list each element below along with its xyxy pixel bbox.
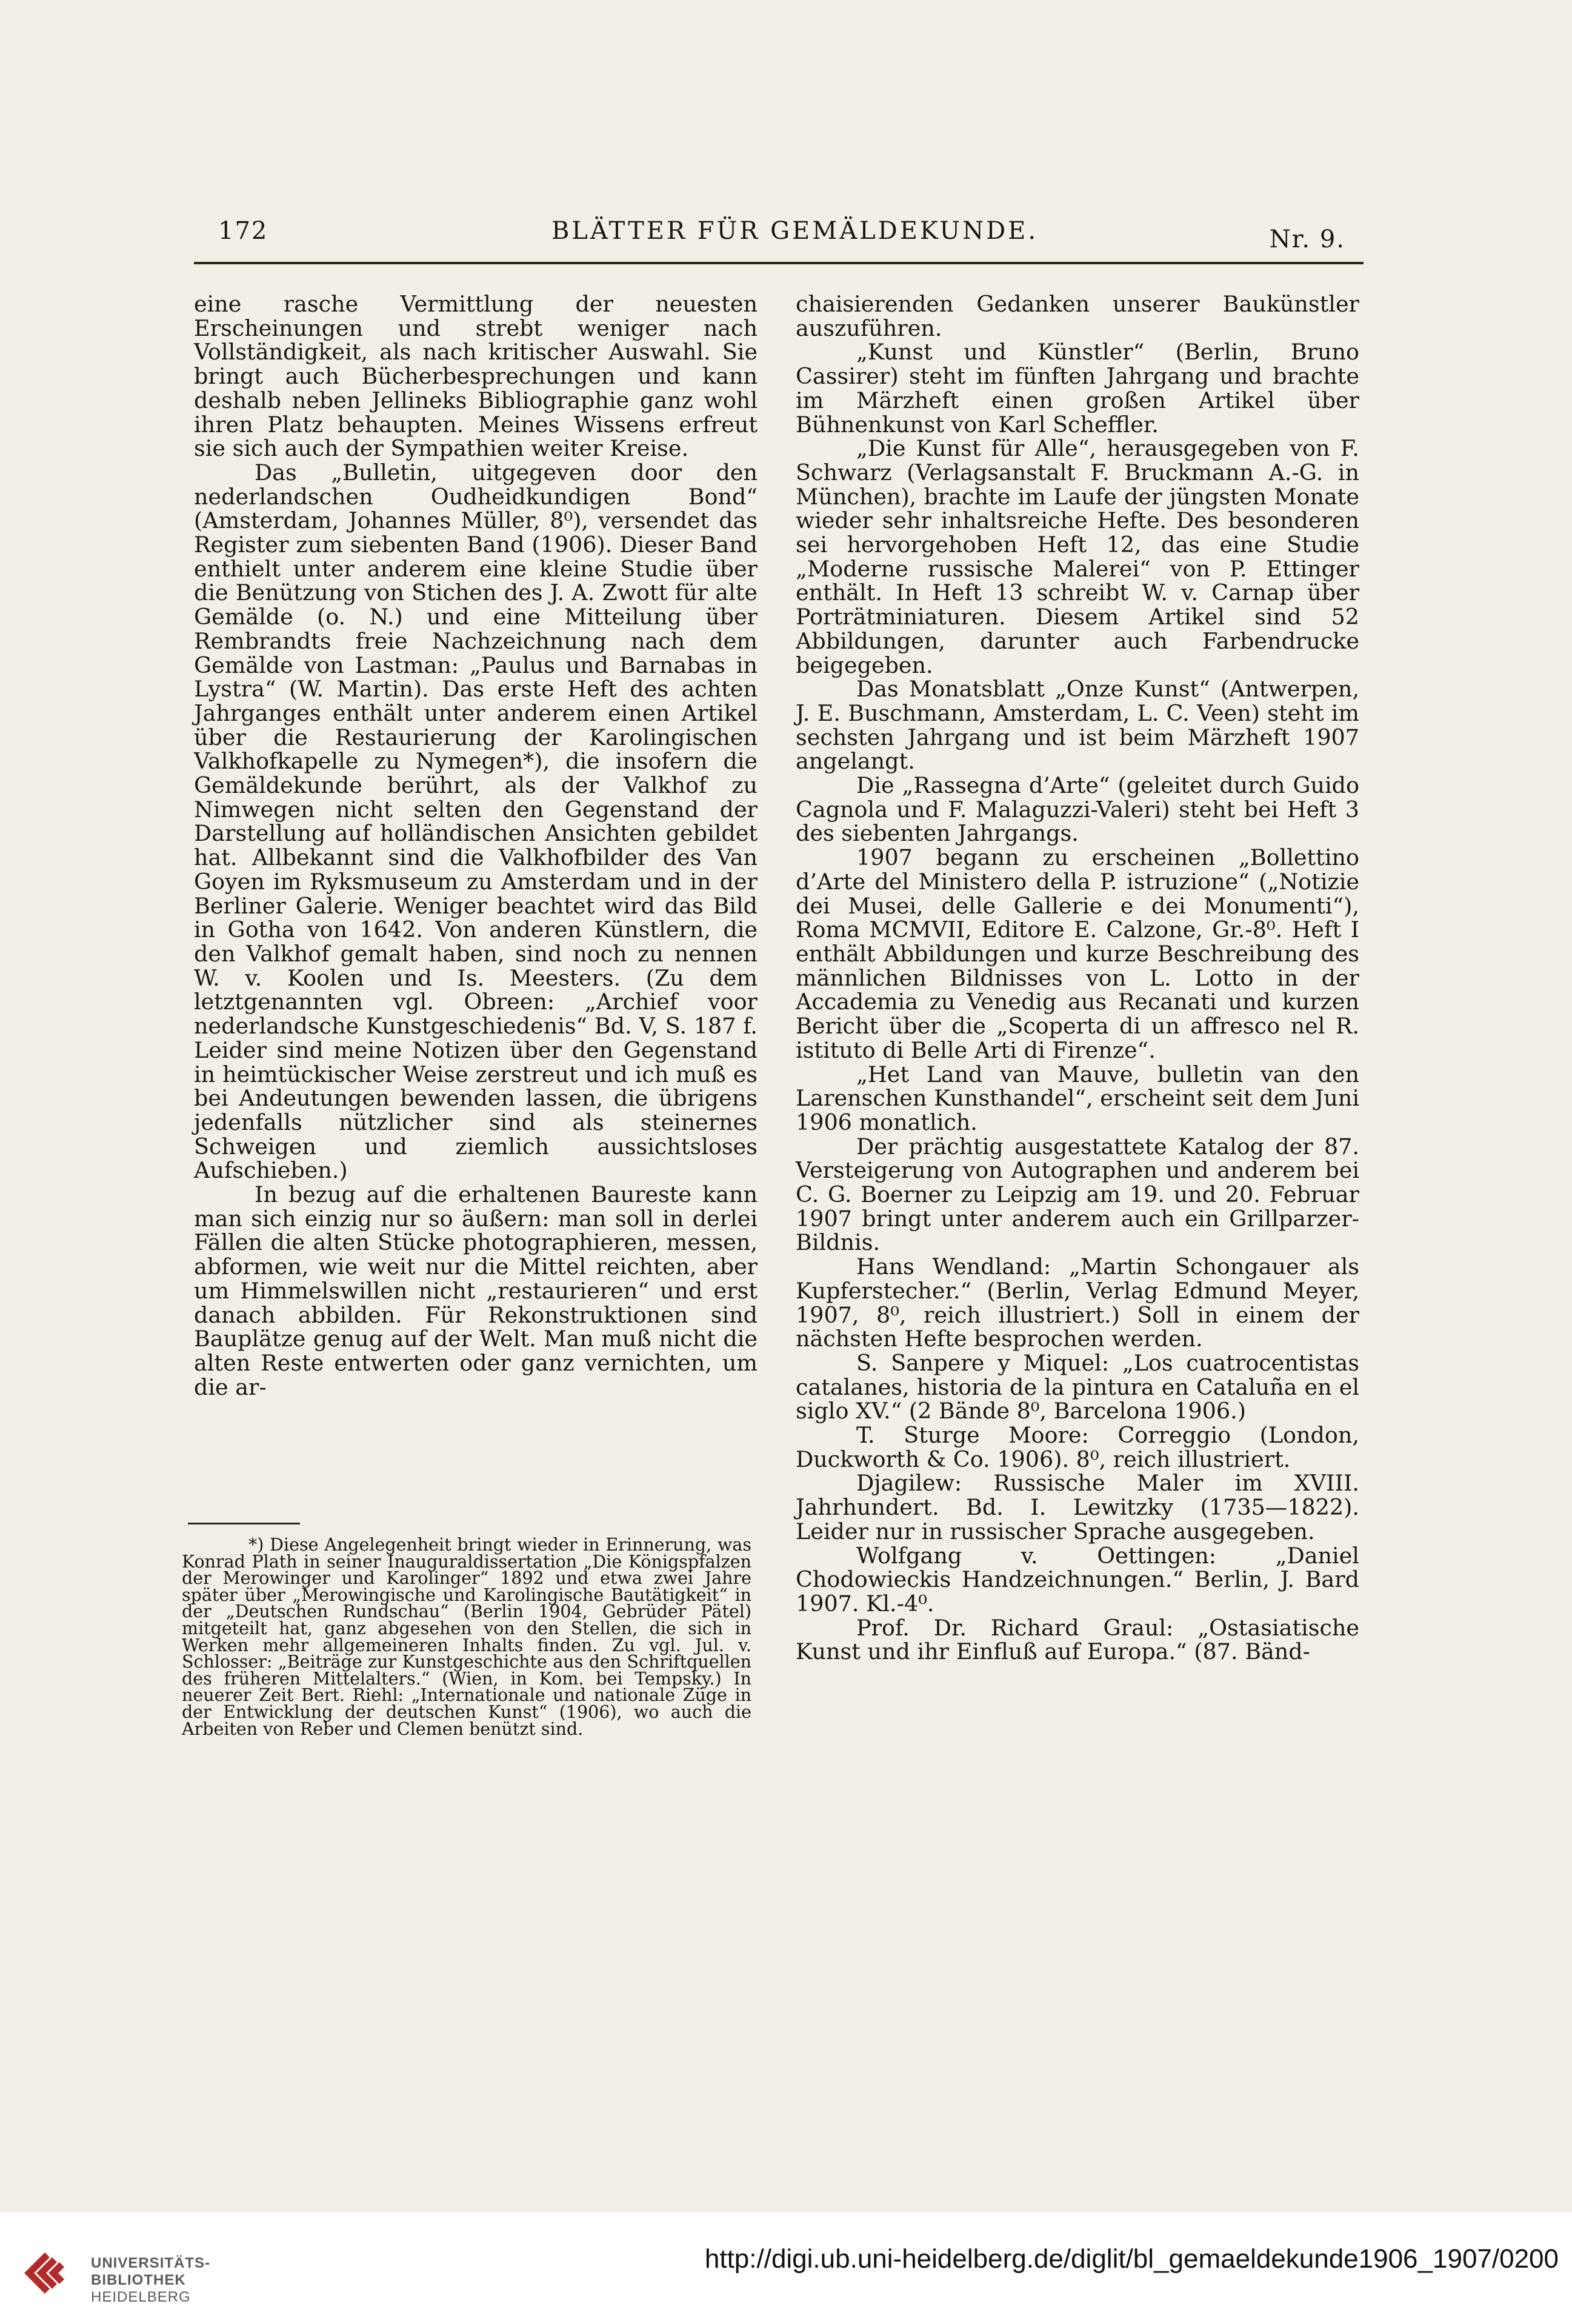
paragraph: eine rasche Vermittlung der neuesten Erscheinungen und strebt weniger nach Vollständigkeit, als nach kritischer Auswahl. Sie bringt auch Bücherbesprechungen und kann deshalb neben Jellineks Bibliographie ganz wohl ihren Platz behaupten. Meines Wissens erfreut sie sich auch der Sympathien weiter Kreise. [194, 291, 758, 462]
library-name [91, 2255, 210, 2306]
page-number: 172 [218, 217, 268, 245]
journal-title: BLÄTTER FÜR GEMÄLDEKUNDE. [551, 217, 1039, 245]
issue-number: Nr. 9. [1269, 225, 1345, 253]
library-name-line1: UNIVERSITÄTS- [91, 2255, 211, 2271]
permalink-url[interactable]: http://digi.ub.uni-heidelberg.de/diglit/bl_gemaeldekunde1906_1907/0200 [704, 2244, 1559, 2274]
paragraph: Hans Wendland: „Martin Schongauer als Kupferstecher.“ (Berlin, Verlag Edmund Meyer, 1907, 8⁰, reich illustriert.) Soll in einem der nächsten Hefte besprochen werden. [796, 1254, 1359, 1352]
paragraph: Wolfgang v. Oettingen: „Daniel Chodowieckis Handzeichnungen.“ Berlin, J. Bard 1907. Kl.-4⁰. [796, 1542, 1359, 1617]
paragraph: chaisierenden Gedanken unserer Baukünstler auszuführen. [796, 291, 1359, 341]
paragraph: T. Sturge Moore: Correggio (London, Duckworth & Co. 1906). 8⁰, reich illustriert. [796, 1422, 1359, 1472]
paragraph: S. Sanpere y Miquel: „Los cuatrocentistas catalanes, historia de la pintura en Cataluña en el siglo XV.“ (2 Bände 8⁰, Barcelona 1906.) [796, 1349, 1359, 1424]
paragraph: Die „Rassegna d’Arte“ (geleitet durch Guido Cagnola und F. Malaguzzi-Valeri) steht bei Heft 3 des siebenten Jahrgangs. [796, 772, 1359, 847]
paragraph: In bezug auf die erhaltenen Baureste kann man sich einzig nur so äußern: man soll in derlei Fällen die alten Stücke photographieren, messen, abformen, wie weit nur die Mittel reichten, aber um Himmelswillen nicht „restaurieren“ und erst danach abbilden. Für Rekonstruktionen sind Bauplätze genug auf der Welt. Man muß nicht die alten Reste entwerten oder ganz vernichten, um die ar- [194, 1181, 758, 1400]
paragraph: „Kunst und Künstler“ (Berlin, Bruno Cassirer) steht im fünften Jahrgang und brachte im Märzheft einen großen Artikel über Bühnenkunst von Karl Scheffler. [796, 339, 1359, 438]
paragraph: „Het Land van Mauve, bulletin van den Larenschen Kunsthandel“, erscheint seit dem Juni 1906 monatlich. [796, 1061, 1359, 1135]
right-column [796, 292, 1359, 1664]
footer-bar [0, 2212, 1572, 2324]
footnote-text: *) Diese Angelegenheit bringt wieder in Erinnerung, was Konrad Plath in seiner Inauguraldissertation „Die Königspfalzen der Merowinger und Karolinger“ 1892 und etwa zwei Jahre später über „Merowingische und Karolingische Bautätigkeit“ in der „Deutschen Rundschau“ (Berlin 1904, Gebrüder Pätel) mitgeteilt hat, ganz abgesehen von den Stellen, die sich in Werken mehr allgemeineren Inhalts finden. Zu vgl. Jul. v. Schlosser: „Beiträge zur Kunstgeschichte aus den Schriftquellen des früheren Mittelalters.“ (Wien, in Kom. bei Tempsky.) In neuerer Zeit Bert. Riehl: „Internationale und nationale Züge in der Entwicklung der deutschen Kunst“ (1906), wo auch die Arbeiten von Reber und Clemen benützt sind. [182, 1535, 751, 1739]
header-rule [194, 262, 1364, 264]
paragraph: 1907 begann zu erscheinen „Bollettino d’Arte del Ministero della P. istruzione“ („Notizie dei Musei, delle Gallerie e dei Monumenti“), Roma MCMVII, Editore E. Calzone, Gr.-8⁰. Heft I enthält Abbildungen und kurze Beschreibung des männlichen Bildnisses von L. Lotto in der Accademia zu Venedig aus Recanati und kurzen Bericht über die „Scoperta di un affresco nel R. istituto di Belle Arti di Firenze“. [796, 844, 1359, 1063]
paragraph: Prof. Dr. Richard Graul: „Ostasiatische Kunst und ihr Einfluß auf Europa.“ (87. Bänd- [796, 1614, 1359, 1665]
paragraph: „Die Kunst für Alle“, herausgegeben von F. Schwarz (Verlagsanstalt F. Bruckmann A.-G. in München), brachte im Laufe der jüngsten Monate wieder sehr inhaltsreiche Hefte. Des besonderen sei hervorgehoben Heft 12, das eine Studie „Moderne russische Malerei“ von P. Ettinger enthält. In Heft 13 schreibt W. v. Carnap über Porträtminiaturen. Diesem Artikel sind 52 Abbildungen, darunter auch Farbendrucke beigegeben. [796, 435, 1359, 678]
paragraph: Das „Bulletin, uitgegeven door den nederlandschen Oudheidkundigen Bond“ (Amsterdam, Johannes Müller, 8⁰), versendet das Register zum siebenten Band (1906). Dieser Band enthielt unter anderem eine kleine Studie über die Benützung von Stichen des J. A. Zwott für alte Gemälde (o. N.) und eine Mitteilung über Rembrandts freie Nachzeichnung nach dem Gemälde von Lastman: „Paulus und Barnabas in Lystra“ (W. Martin). Das erste Heft des achten Jahrganges enthält unter anderem einen Artikel über die Restaurierung der Karolingischen Valkhofkapelle zu Nymegen*), die insofern die Gemäldekunde berührt, als der Valkhof zu Nimwegen nicht selten den Gegenstand der Darstellung auf holländischen Ansichten gebildet hat. Allbekannt sind die Valkhofbilder des Van Goyen im Ryksmuseum zu Amsterdam und in der Berliner Galerie. Weniger beachtet wird das Bild in Gotha von 1642. Von anderen Künstlern, die den Valkhof gemalt haben, sind noch zu nennen W. v. Koolen und Is. Meesters. (Zu dem letztgenannten vgl. Obreen: „Archief voor nederlandsche Kunstgeschiedenis“ Bd. V, S. 187 f. Leider sind meine Notizen über den Gegenstand in heimtückischer Weise zerstreut und ich muß es bei Andeutungen bewenden lassen, die übrigens jedenfalls nützlicher sind als steinernes Schweigen und ziemlich aussichtsloses Aufschieben.) [194, 459, 758, 1184]
paragraph: Der prächtig ausgestattete Katalog der 87. Versteigerung von Autographen und anderem bei C. G. Boerner zu Leipzig am 19. und 20. Februar 1907 bringt unter anderem auch ein Grillparzer-Bildnis. [796, 1133, 1359, 1256]
footnote [182, 1537, 751, 1737]
university-library-logo-icon [21, 2249, 69, 2297]
paragraph: Djagilew: Russische Maler im XVIII. Jahrhundert. Bd. I. Lewitzky (1735—1822). Leider nur in russischer Sprache ausgegeben. [796, 1470, 1359, 1544]
footnote-rule [188, 1523, 300, 1524]
left-column [194, 292, 758, 1399]
library-name-line2: BIBLIOTHEK [91, 2272, 186, 2288]
paragraph: Das Monatsblatt „Onze Kunst“ (Antwerpen, J. E. Buschmann, Amsterdam, L. C. Veen) steht im sechsten Jahrgang und ist beim Märzheft 1907 angelangt. [796, 676, 1359, 775]
running-header [194, 212, 1364, 261]
library-name-line3: HEIDELBERG [91, 2289, 191, 2305]
